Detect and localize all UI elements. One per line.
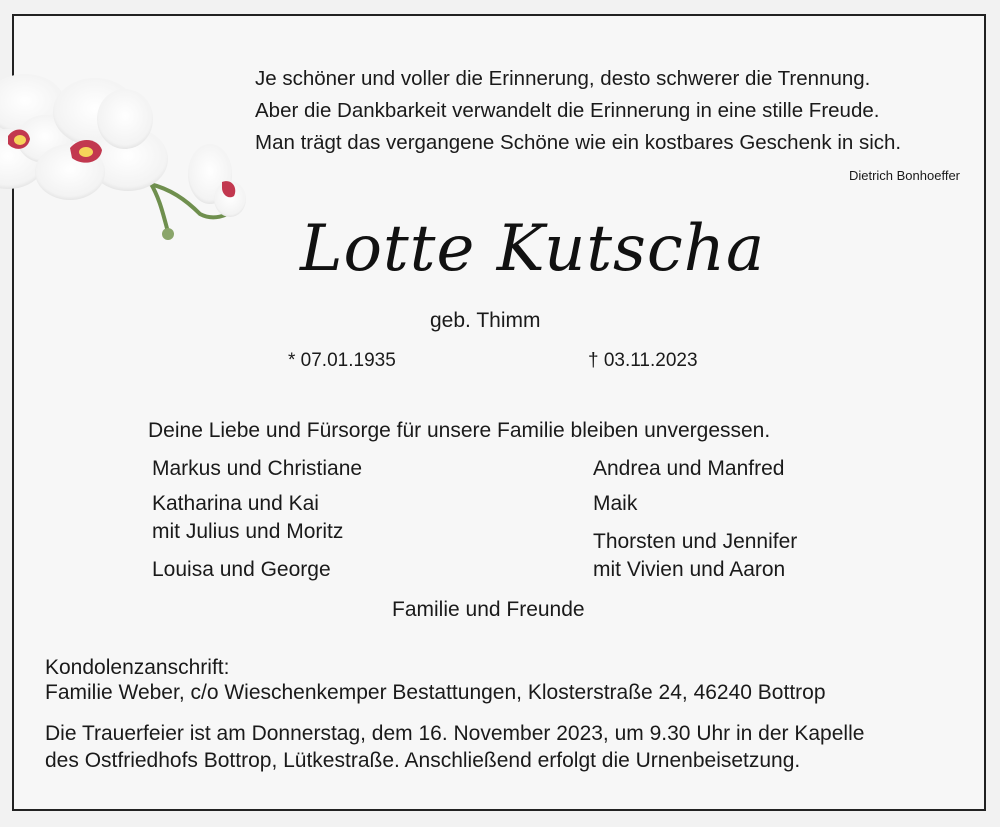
quote-line-3: Man trägt das vergangene Schöne wie ein kostbares Geschenk in sich. <box>255 131 902 154</box>
mourner-left-3: mit Julius und Moritz <box>152 520 344 543</box>
condolence-address: Familie Weber, c/o Wieschenkemper Bestattungen, Klosterstraße 24, 46240 Bottrop <box>45 681 826 704</box>
mourner-left-1: Markus und Christiane <box>152 457 363 480</box>
mourner-right-1: Andrea und Manfred <box>593 457 785 480</box>
quote-author: Dietrich Bonhoeffer <box>848 168 960 183</box>
deceased-name: Lotte Kutscha <box>300 212 766 286</box>
mourner-right-3: Thorsten und Jennifer <box>593 530 798 553</box>
tribute-text: Deine Liebe und Fürsorge für unsere Familie bleiben unvergessen. <box>148 419 771 442</box>
mourner-right-4: mit Vivien und Aaron <box>593 558 786 581</box>
quote-line-2: Aber die Dankbarkeit verwandelt die Erinnerung in eine stille Freude. <box>255 99 880 122</box>
ceremony-line-1: Die Trauerfeier ist am Donnerstag, dem 16. November 2023, um 9.30 Uhr in der Kapelle <box>45 722 865 745</box>
death-date: † 03.11.2023 <box>588 350 698 371</box>
mourner-right-2: Maik <box>593 492 638 515</box>
birth-date: * 07.01.1935 <box>288 350 396 371</box>
maiden-name: geb. Thimm <box>430 309 541 332</box>
ceremony-line-2: des Ostfriedhofs Bottrop, Lütkestraße. Anschließend erfolgt die Urnenbeisetzung. <box>45 749 801 772</box>
orchid-flower-image <box>0 64 260 244</box>
mourners-closing: Familie und Freunde <box>392 598 585 621</box>
condolence-label: Kondolenzanschrift: <box>45 656 230 679</box>
mourner-left-4: Louisa und George <box>152 558 331 581</box>
mourner-left-2: Katharina und Kai <box>152 492 319 515</box>
quote-line-1: Je schöner und voller die Erinnerung, desto schwerer die Trennung. <box>255 67 871 90</box>
